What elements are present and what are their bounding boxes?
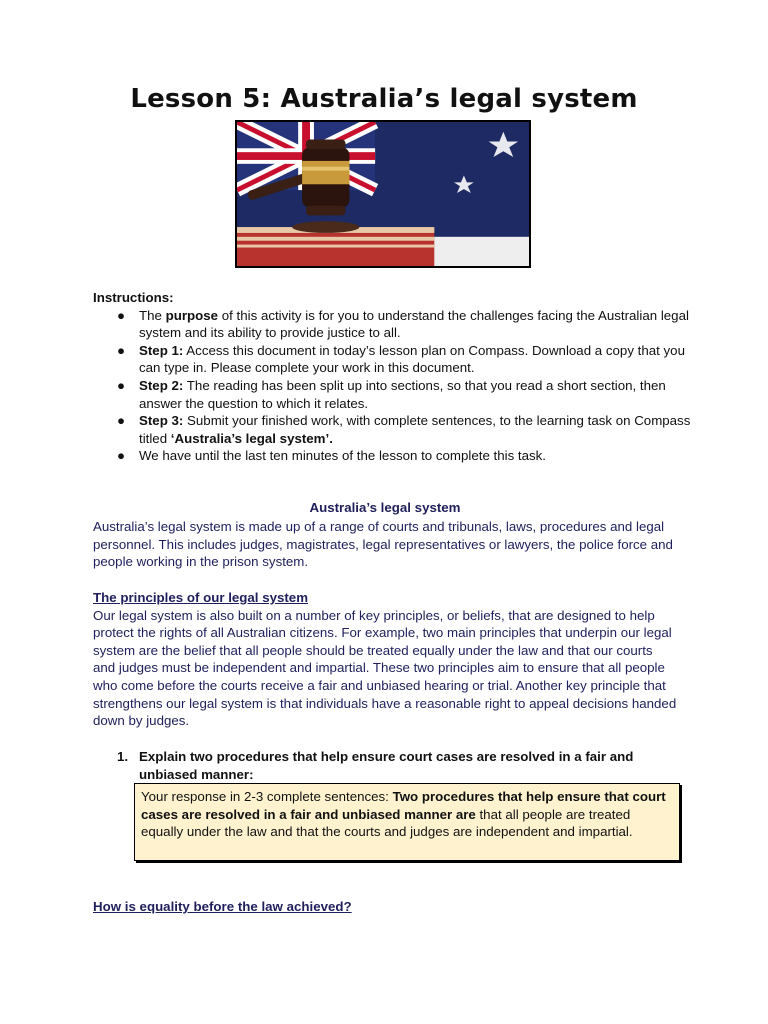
instructions-heading: Instructions: bbox=[93, 290, 174, 305]
question-text: Explain two procedures that help ensure court cases are resolved in a fair and unbiased manner: bbox=[139, 749, 634, 782]
list-item: ● Step 3: Submit your finished work, with complete sentences, to the learning task on Compass titled ‘Australia’s legal system’. bbox=[117, 413, 691, 446]
section-body-principles: Our legal system is also built on a number of key principles, or beliefs, that are designed to help protect the rights of all Australian citizens. For example, two main principles that underpin our legal system are the belief that all people should be treated equally under the law and that our courts and judges must be independent and impartial. These two principles aim to ensure that all people who come before the courts receive a fair and unbiased hearing or trial. Another key principle that strengthens our legal system is that individuals have a reasonable right to appeal decisions handed down by judges. bbox=[93, 607, 677, 729]
instructions-list bbox=[93, 307, 693, 465]
bullet-icon: ● bbox=[117, 448, 126, 464]
list-item: ● Step 2: The reading has been split up into sections, so that you read a short section, then answer the question to which it relates. bbox=[117, 377, 666, 411]
bullet-icon: ● bbox=[117, 413, 126, 429]
list-item: ● Step 1: Access this document in today’s lesson plan on Compass. Download a copy that you can type in. Please complete your work in this document. bbox=[117, 342, 685, 376]
answer-bold: Two procedures that help ensure that court cases are resolved in a fair and unbiased manner are bbox=[141, 789, 666, 822]
answer-rest: that all people are treated equally under the law and that the courts and judges are independent and impartial. bbox=[141, 806, 633, 840]
question-number: 1. bbox=[117, 749, 129, 764]
section-heading-equality: How is equality before the law achieved? bbox=[93, 899, 352, 914]
section-heading-legal-system: Australia’s legal system bbox=[309, 500, 461, 515]
bullet-icon: ● bbox=[117, 307, 126, 323]
list-item: ● We have until the last ten minutes of the lesson to complete this task. bbox=[117, 448, 547, 464]
bullet-icon: ● bbox=[117, 377, 126, 393]
answer-prefix: Your response in 2-3 complete sentences: bbox=[141, 789, 393, 804]
list-item: ● The purpose of this activity is for you to understand the challenges facing the Australian legal system and its ability to provide justice to all. bbox=[117, 307, 689, 341]
section-heading-principles: The principles of our legal system bbox=[93, 590, 309, 605]
question-1 bbox=[93, 748, 683, 783]
bullet-icon: ● bbox=[117, 342, 126, 358]
section-principles bbox=[93, 589, 677, 730]
page-title: Lesson 5: Australia’s legal system bbox=[130, 84, 638, 114]
gavel-flag-image bbox=[235, 120, 531, 268]
answer-box[interactable] bbox=[134, 783, 680, 861]
section-body-legal-system: Australia’s legal system is made up of a range of courts and tribunals, laws, procedures and legal personnel. This includes judges, magistrates, legal representatives or lawyers, the police force and people working in the prison system. bbox=[93, 519, 673, 570]
instructions bbox=[93, 289, 693, 465]
